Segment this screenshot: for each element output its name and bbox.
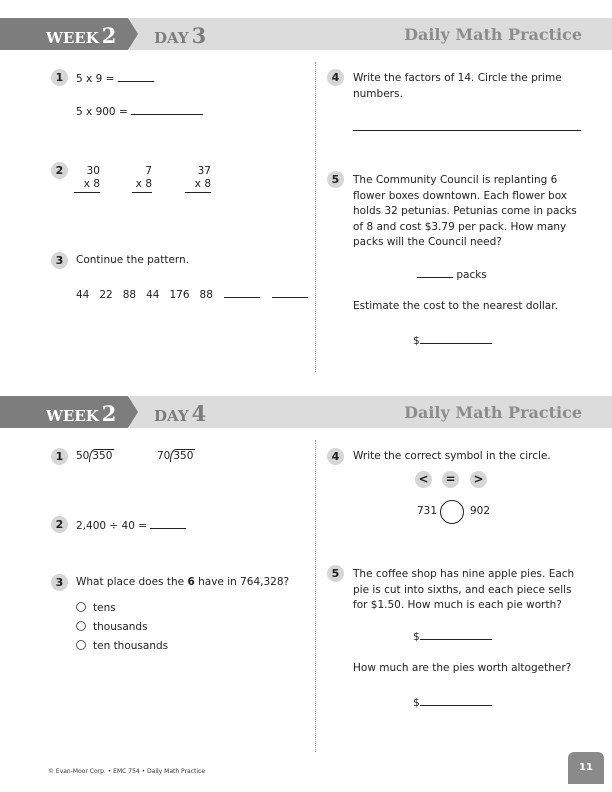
question-5-prompt-2: How much are the pies worth altogether? (353, 662, 572, 674)
question-number: 1 (51, 448, 68, 465)
option-tens[interactable]: tens (76, 602, 116, 614)
question-4-prompt: Write the correct symbol in the circle. (353, 450, 551, 462)
question-number: 5 (327, 565, 344, 582)
question-number: 3 (51, 252, 68, 269)
day-label: DAY 4 (154, 401, 207, 426)
question-1-line1: 5 x 9 = (76, 71, 154, 85)
question-3-prompt: Continue the pattern. (76, 254, 190, 266)
option-ten-thousands[interactable]: ten thousands (76, 640, 168, 652)
header-week2-day4 (0, 396, 612, 428)
less-than-symbol[interactable]: < (415, 471, 432, 488)
week-label: WEEK 2 (46, 401, 117, 426)
column-divider (315, 62, 316, 372)
day-label: DAY 3 (154, 23, 207, 48)
week-label: WEEK 2 (46, 23, 117, 48)
question-5-prompt: The Community Council is replanting 6 flower boxes downtown. Each flower box holds 32 petunias. Petunias come in packs of 8 and cost $3.79 per pack. How many packs will the Council need? (353, 174, 577, 248)
answer-blank[interactable] (131, 104, 203, 115)
footer-credit: © Evan-Moor Corp. • EMC 754 • Daily Math Practice (48, 768, 206, 775)
multiplication-problem: 7 x 8 (132, 165, 152, 193)
question-3-prompt: What place does the 6 have in 764,328? (76, 576, 290, 588)
question-2-expression: 2,400 ÷ 40 = (76, 518, 186, 532)
section-title: Daily Math Practice (404, 403, 582, 422)
question-4-prompt: Write the factors of 14. Circle the prime numbers. (353, 72, 562, 100)
answer-blank[interactable] (417, 267, 453, 278)
option-thousands[interactable]: thousands (76, 621, 148, 633)
answer-circle[interactable] (440, 500, 464, 524)
dollar-answer: $ (413, 333, 492, 347)
pattern-sequence: 44 22 88 44 176 88 (76, 287, 308, 301)
division-problem: 50 350 (76, 450, 113, 462)
dollar-answer: $ (413, 629, 492, 643)
compare-right-value: 902 (470, 505, 491, 517)
radio-button[interactable] (76, 621, 86, 631)
compare-left-value: 731 (417, 505, 438, 517)
packs-answer: packs (417, 267, 487, 281)
page-number: 11 (568, 752, 604, 784)
answer-blank[interactable] (272, 287, 308, 298)
answer-line[interactable] (353, 130, 581, 131)
equals-symbol[interactable]: = (442, 471, 459, 488)
question-number: 2 (51, 516, 68, 533)
radio-button[interactable] (76, 640, 86, 650)
question-5-prompt: The coffee shop has nine apple pies. Each pie is cut into sixths, and each piece sells for $1.50. How much is each pie worth? (353, 568, 575, 611)
question-number: 2 (51, 162, 68, 179)
question-number: 1 (51, 69, 68, 86)
question-number: 4 (327, 448, 344, 465)
multiplication-problem: 37 x 8 (185, 165, 211, 193)
answer-blank[interactable] (150, 518, 186, 529)
header-week2-day3 (0, 18, 612, 50)
answer-blank[interactable] (420, 629, 492, 640)
answer-blank[interactable] (118, 71, 154, 82)
section-title: Daily Math Practice (404, 25, 582, 44)
question-1-line2: 5 x 900 = (76, 104, 203, 118)
answer-blank[interactable] (224, 287, 260, 298)
question-number: 4 (327, 69, 344, 86)
column-divider (315, 440, 316, 752)
question-number: 3 (51, 574, 68, 591)
question-number: 5 (327, 171, 344, 188)
answer-blank[interactable] (420, 695, 492, 706)
radio-button[interactable] (76, 602, 86, 612)
answer-blank[interactable] (420, 333, 492, 344)
division-problem: 70 350 (157, 450, 194, 462)
estimate-prompt: Estimate the cost to the nearest dollar. (353, 300, 558, 312)
greater-than-symbol[interactable]: > (470, 471, 487, 488)
dollar-answer: $ (413, 695, 492, 709)
multiplication-problem: 30 x 8 (74, 165, 100, 193)
